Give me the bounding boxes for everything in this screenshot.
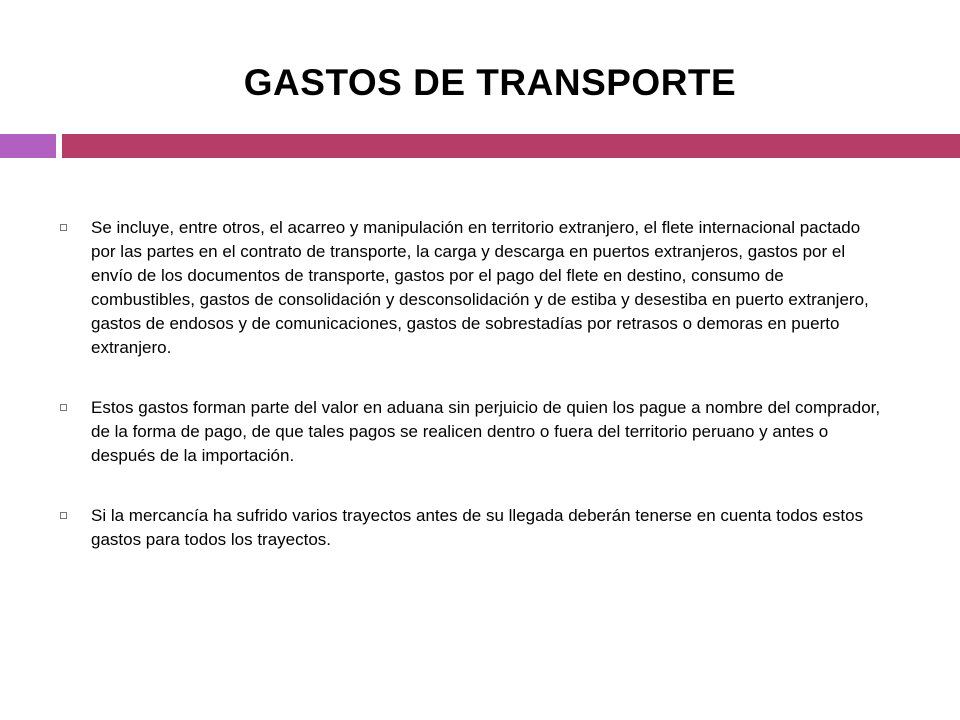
bullet-item [58, 504, 888, 552]
accent-bar-right [62, 134, 960, 158]
slide-title: GASTOS DE TRANSPORTE [243, 62, 737, 103]
bullet-text: Se incluye, entre otros, el acarreo y manipulación en territorio extranjero, el flete internacional pactado por las partes en el contrato de transporte, la carga y descarga en puertos extranjeros, gastos por el envío de los documentos de transporte, gastos por el pago del flete en destino, consumo de combustibles, gastos de consolidación y desconsolidación y de estiba y desestiba en puerto extranjero, gastos de endosos y de comunicaciones, gastos de sobrestadías por retrasos o demoras en puerto extranjero. [91, 218, 869, 357]
accent-bar-left [0, 134, 56, 158]
bullet-text: Estos gastos forman parte del valor en aduana sin perjuicio de quien los pague a nombre del comprador, de la forma de pago, de que tales pagos se realicen dentro o fuera del territorio peruano y antes o después de la importación. [91, 398, 881, 465]
square-bullet-icon [60, 224, 67, 231]
square-bullet-icon [60, 404, 67, 411]
bullet-text: Si la mercancía ha sufrido varios trayectos antes de su llegada deberán tenerse en cuenta todos estos gastos para todos los trayectos. [91, 506, 864, 549]
square-bullet-icon [60, 512, 67, 519]
bullet-item [58, 396, 888, 468]
bullet-item [58, 216, 888, 360]
bullet-list [58, 216, 888, 552]
